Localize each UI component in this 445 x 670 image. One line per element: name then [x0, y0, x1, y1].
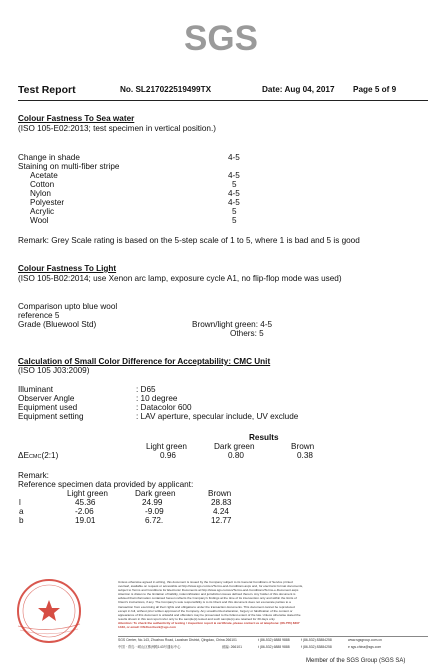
results-heading: Results — [249, 433, 279, 442]
ref-row-l-dark-green: 24.99 — [142, 498, 163, 507]
delta-e-symbol: ΔE — [18, 451, 29, 460]
web-cn: e sgs.china@sgs.com — [348, 645, 382, 649]
fine-print-line: subject to Terms and Conditions for Electronic Documents at http://www.sgs.com/en/Terms-and-Conditions/Terms-e-Document.aspx. — [118, 588, 300, 593]
ref-row-b-light-green: 19.01 — [75, 516, 96, 525]
delta-e-subscript: CMC — [28, 454, 42, 460]
authenticity-notice: Attention: To check the authenticity of testing / inspection report & certificate, please contact us at telephone: (86-755) 8307 — [118, 620, 300, 625]
ref-col-brown: Brown — [208, 489, 232, 498]
sea-water-heading: Colour Fastness To Sea water — [18, 114, 135, 123]
sgs-logo — [183, 17, 259, 61]
cmc-method: (ISO 105 J03:2009) — [18, 366, 90, 375]
acrylic-value: 5 — [232, 207, 237, 216]
light-grade-label: Grade (Bluewool Std) — [18, 320, 97, 329]
equipment-used-value: : Datacolor 600 — [136, 403, 192, 412]
change-in-shade-value: 4-5 — [228, 153, 240, 162]
fine-print-line: overleaf, available on request or accessible at http://www.sgs.com/en/Terms-and-Conditions.aspx and, for electronic format documents, — [118, 584, 304, 589]
fine-print — [118, 580, 428, 629]
light-comparison: Comparison upto blue wool — [18, 302, 118, 311]
ref-row-a-label: a — [19, 507, 24, 516]
ref-row-l-brown: 28.83 — [211, 498, 232, 507]
address-en: SGS Center, No.143, Zhuzhou Road, Laoshan District, Qingdao, China 266101 — [118, 638, 237, 642]
fine-print-line: Unless otherwise agreed in writing, this document is issued by the Company subject to its General Conditions of Service printed — [118, 580, 293, 584]
tel-cn: t (86-532) 6888 9888 — [258, 645, 290, 649]
footer-rule — [118, 636, 428, 637]
delta-e-label — [18, 451, 58, 462]
ref-row-a-light-green: -2.06 — [75, 507, 94, 516]
fine-print-line: Client's instructions, if any. The Company's sole responsibility is to its Client and this document does not exonerate parties to a — [118, 600, 291, 605]
reference-line: Reference specimen data provided by applicant: — [18, 480, 194, 489]
illuminant-value: : D65 — [136, 385, 156, 394]
fine-print-line: transaction from exercising all their rights and obligations under the transaction documents. This document cannot be reproduced — [118, 604, 295, 609]
ref-row-b-dark-green: 6.72. — [145, 516, 164, 525]
observer-angle-value: : 10 degree — [136, 394, 178, 403]
results-col-light-green: Light green — [146, 442, 187, 451]
illuminant-label: Illuminant — [18, 385, 54, 394]
ref-col-light-green: Light green — [67, 489, 108, 498]
nylon-label: Nylon — [30, 189, 51, 198]
ref-col-dark-green: Dark green — [135, 489, 176, 498]
ref-row-l-label: l — [19, 498, 21, 507]
acetate-label: Acetate — [30, 171, 58, 180]
address-cn: 中国 · 青岛 · 崂山区株洲路143号通标中心 — [118, 645, 181, 649]
light-method: (ISO 105-B02:2014; use Xenon arc lamp, exposure cycle A1, no flip-flop mode was used) — [18, 274, 342, 283]
post-cn: 邮编: 266101 — [222, 645, 242, 649]
cotton-label: Cotton — [30, 180, 55, 189]
delta-e-ratio: (2:1) — [41, 451, 59, 460]
cmc-heading: Calculation of Small Color Difference for Acceptability: CMC Unit — [18, 357, 271, 366]
ref-row-a-dark-green: -9.09 — [145, 507, 164, 516]
delta-brown: 0.38 — [297, 451, 313, 460]
equipment-setting-value: : LAV aperture, specular include, UV exclude — [136, 412, 299, 421]
wool-label: Wool — [30, 216, 49, 225]
results-col-dark-green: Dark green — [214, 442, 255, 451]
ref-row-l-light-green: 45.36 — [75, 498, 96, 507]
fine-print-line: except in full, without prior written approval of the Company. Any unauthorized alteration, forgery or falsification of the content or — [118, 608, 293, 613]
nylon-value: 4-5 — [228, 189, 240, 198]
fine-print-line: Attention is drawn to the limitation of liability, indemnification and jurisdiction issues defined therein. Any holder of this document is — [118, 592, 296, 597]
observer-angle-label: Observer Angle — [18, 394, 75, 403]
acrylic-label: Acrylic — [30, 207, 55, 216]
acetate-value: 4-5 — [228, 171, 240, 180]
wool-value: 5 — [232, 216, 237, 225]
fax-en: f (86-532) 83884258 — [301, 638, 332, 642]
ref-row-b-brown: 12.77 — [211, 516, 232, 525]
report-date: Date: Aug 04, 2017 — [262, 85, 335, 94]
polyester-label: Polyester — [30, 198, 65, 207]
light-heading: Colour Fastness To Light — [18, 264, 117, 273]
header-rule — [18, 100, 428, 101]
light-grade-others: Others: 5 — [230, 329, 264, 338]
ref-row-b-label: b — [19, 516, 24, 525]
change-in-shade-label: Change in shade — [18, 153, 80, 162]
tel-en: t (86-532) 6888 9888 — [258, 638, 290, 642]
delta-dark-green: 0.80 — [228, 451, 244, 460]
authenticity-contact: 1443, or email: CN.Doccheck@sgs.com — [118, 625, 176, 630]
company-seal-stamp — [14, 576, 84, 646]
sgs-logo-text: SGS — [184, 19, 258, 58]
fine-print-line: appearance of this document is unlawful and offenders may be prosecuted to the fullest extent of the law. Unless otherwise stated the — [118, 612, 301, 617]
cmc-remark: Remark: — [18, 471, 49, 480]
sgs-member-line: Member of the SGS Group (SGS SA) — [306, 658, 406, 664]
staining-label: Staining on multi-fiber stripe — [18, 162, 120, 171]
fine-print-line: results shown in this test report refer only to the sample(s) tested and such sample(s) are retained for 30 days only. — [118, 616, 276, 621]
fax-cn: f (86-532) 83884258 — [301, 645, 332, 649]
results-col-brown: Brown — [291, 442, 315, 451]
light-grade-brown: Brown/light green: 4-5 — [192, 320, 273, 329]
cotton-value: 5 — [232, 180, 237, 189]
light-reference: reference 5 — [18, 311, 60, 320]
equipment-setting-label: Equipment setting — [18, 412, 84, 421]
delta-light-green: 0.96 — [160, 451, 176, 460]
page-number: Page 5 of 9 — [353, 85, 397, 94]
ref-row-a-brown: 4.24 — [213, 507, 229, 516]
web-en: www.sgsgroup.com.cn — [348, 638, 382, 642]
fine-print-line: advised that information contained hereon reflects the Company's findings at the time of its intervention only and within the limits of — [118, 596, 297, 601]
grey-scale-remark: Remark: Grey Scale rating is based on the 5-step scale of 1 to 5, where 1 is bad and 5 is good — [18, 236, 360, 245]
report-title: Test Report — [18, 84, 76, 96]
polyester-value: 4-5 — [228, 198, 240, 207]
equipment-used-label: Equipment used — [18, 403, 78, 412]
sea-water-method: (ISO 105-E02:2013; test specimen in vertical position.) — [18, 124, 216, 133]
report-number: No. SL217022519499TX — [120, 85, 212, 94]
